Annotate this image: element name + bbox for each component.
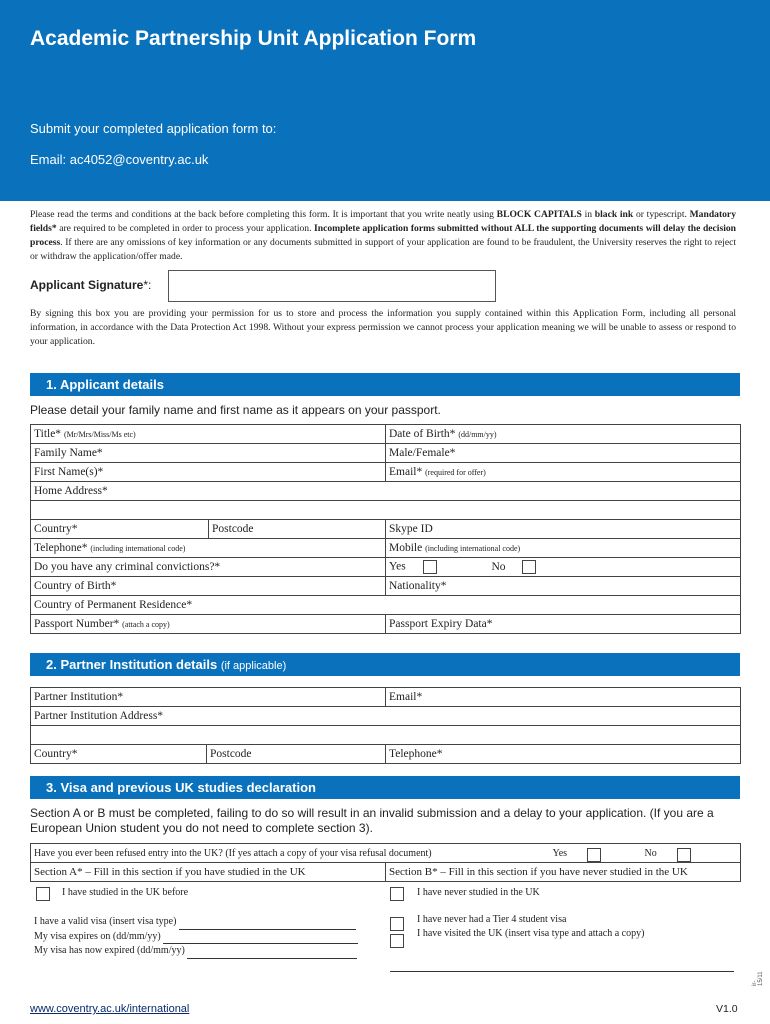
form-title: Academic Partnership Unit Application Form [30, 27, 477, 50]
dob-field[interactable]: Date of Birth* (dd/mm/yy) [386, 425, 741, 444]
passport-number-field[interactable]: Passport Number* (attach a copy) [31, 615, 386, 634]
section-b-heading: Section B* – Fill in this section if you have never studied in the UK [386, 863, 741, 882]
partner-country-field[interactable]: Country* [31, 745, 207, 764]
criminal-convictions-question: Do you have any criminal convictions?* [31, 558, 386, 577]
telephone-field[interactable]: Telephone* (including international code) [31, 539, 386, 558]
visited-uk-input-line[interactable] [390, 971, 734, 972]
partner-telephone-field[interactable]: Telephone* [386, 745, 741, 764]
refused-entry-question: Have you ever been refused entry into the UK? (If yes attach a copy of your visa refusal document) [34, 847, 432, 859]
intro-paragraph: Please read the terms and conditions at the back before completing this form. It is important that you write neatly using BLOCK CAPITALS in black ink or typescript. Mandatory fields* are required to be completed in order to process your application. Incomplete application forms submitted without ALL the supporting documents will delay the decision process. If there are any omissions of key information or any documents submitted in support of your application are found to be fraudulent, the University reserves the right to reject or withdraw the application/offer made. [30, 209, 736, 262]
country-field[interactable]: Country* [31, 520, 209, 539]
section-a-visa-lines [34, 915, 358, 959]
first-name-field[interactable]: First Name(s)* [31, 463, 386, 482]
postcode-field[interactable]: Postcode [209, 520, 386, 539]
consent-paragraph: By signing this box you are providing your permission for us to store and process the information you supply contained within this Application Form, including all personal information, in accordance with the Data Protection Act 1998. Without your express permission we cannot process your application meaning we will be unable to assess or respond to your application. [30, 308, 736, 347]
refused-no-checkbox[interactable] [677, 848, 691, 862]
visited-uk-checkbox[interactable] [390, 934, 404, 948]
country-of-residence-field[interactable]: Country of Permanent Residence* [31, 596, 741, 615]
family-name-field[interactable]: Family Name* [31, 444, 386, 463]
criminal-no-checkbox[interactable] [522, 560, 536, 574]
home-address-field[interactable]: Home Address* [31, 482, 741, 501]
studied-uk-checkbox[interactable] [36, 887, 50, 901]
never-studied-label: I have never studied in the UK [417, 887, 540, 898]
gender-field[interactable]: Male/Female* [386, 444, 741, 463]
home-address-line-2[interactable] [31, 501, 741, 520]
partner-institution-field[interactable]: Partner Institution* [31, 688, 386, 707]
criminal-yes-checkbox[interactable] [423, 560, 437, 574]
applicant-details-table [30, 424, 741, 634]
partner-address-field[interactable]: Partner Institution Address* [31, 707, 741, 726]
country-of-birth-field[interactable]: Country of Birth* [31, 577, 386, 596]
never-studied-checkbox[interactable] [390, 887, 404, 901]
email-field[interactable]: Email* (required for offer) [386, 463, 741, 482]
visited-uk-label: I have visited the UK (insert visa type and attach a copy) [417, 928, 645, 939]
never-tier4-label: I have never had a Tier 4 student visa [417, 914, 567, 925]
visa-expired-label: My visa has now expired (dd/mm/yy) [34, 945, 185, 956]
criminal-no-label: No [491, 560, 506, 573]
signature-label: Applicant Signature*: [30, 278, 152, 292]
partner-postcode-field[interactable]: Postcode [207, 745, 386, 764]
partner-address-line-2[interactable] [31, 726, 741, 745]
section-3-note: Section A or B must be completed, failing to do so will result in an invalid submission and a delay to your application. (If you are a European Union student you do not need to complete section 3). [30, 806, 714, 835]
nationality-field[interactable]: Nationality* [386, 577, 741, 596]
submit-instruction: Submit your completed application form to: [30, 121, 277, 136]
section-a-heading: Section A* – Fill in this section if you have studied in the UK [31, 863, 386, 882]
submit-email: Email: ac4052@coventry.ac.uk [30, 152, 209, 167]
studied-uk-label: I have studied in the UK before [62, 887, 189, 898]
section-1-note: Please detail your family name and first name as it appears on your passport. [30, 403, 441, 417]
header-banner [0, 0, 770, 201]
refused-yes-checkbox[interactable] [587, 848, 601, 862]
visa-expires-label: My visa expires on (dd/mm/yy) [34, 930, 161, 942]
criminal-yes-label: Yes [389, 560, 406, 573]
section-3-header: 3. Visa and previous UK studies declaration [30, 776, 740, 799]
passport-expiry-field[interactable]: Passport Expiry Data* [386, 615, 741, 634]
skype-field[interactable]: Skype ID [386, 520, 741, 539]
partner-email-field[interactable]: Email* [386, 688, 741, 707]
version-label: V1.0 [716, 1003, 738, 1015]
visa-table [30, 843, 741, 882]
signature-box[interactable] [168, 270, 496, 302]
title-field[interactable]: Title* (Mr/Mrs/Miss/Ms etc) [31, 425, 386, 444]
footer-website-link[interactable]: www.coventry.ac.uk/international [30, 1003, 190, 1015]
refused-yes-label: Yes [552, 847, 568, 859]
signature-row [30, 270, 496, 302]
visa-expired-input[interactable] [187, 958, 357, 959]
criminal-convictions-answer [386, 558, 741, 577]
mobile-field[interactable]: Mobile (including international code) [386, 539, 741, 558]
refused-no-label: No [644, 847, 657, 859]
valid-visa-label: I have a valid visa (insert visa type) [34, 916, 177, 927]
section-2-header: 2. Partner Institution details (if applicable) [30, 653, 740, 676]
section-1-header: 1. Applicant details [30, 373, 740, 396]
document-code: ir-15/11 [752, 971, 764, 986]
partner-institution-table [30, 687, 741, 764]
never-tier4-checkbox[interactable] [390, 917, 404, 931]
refused-entry-row [31, 844, 741, 863]
